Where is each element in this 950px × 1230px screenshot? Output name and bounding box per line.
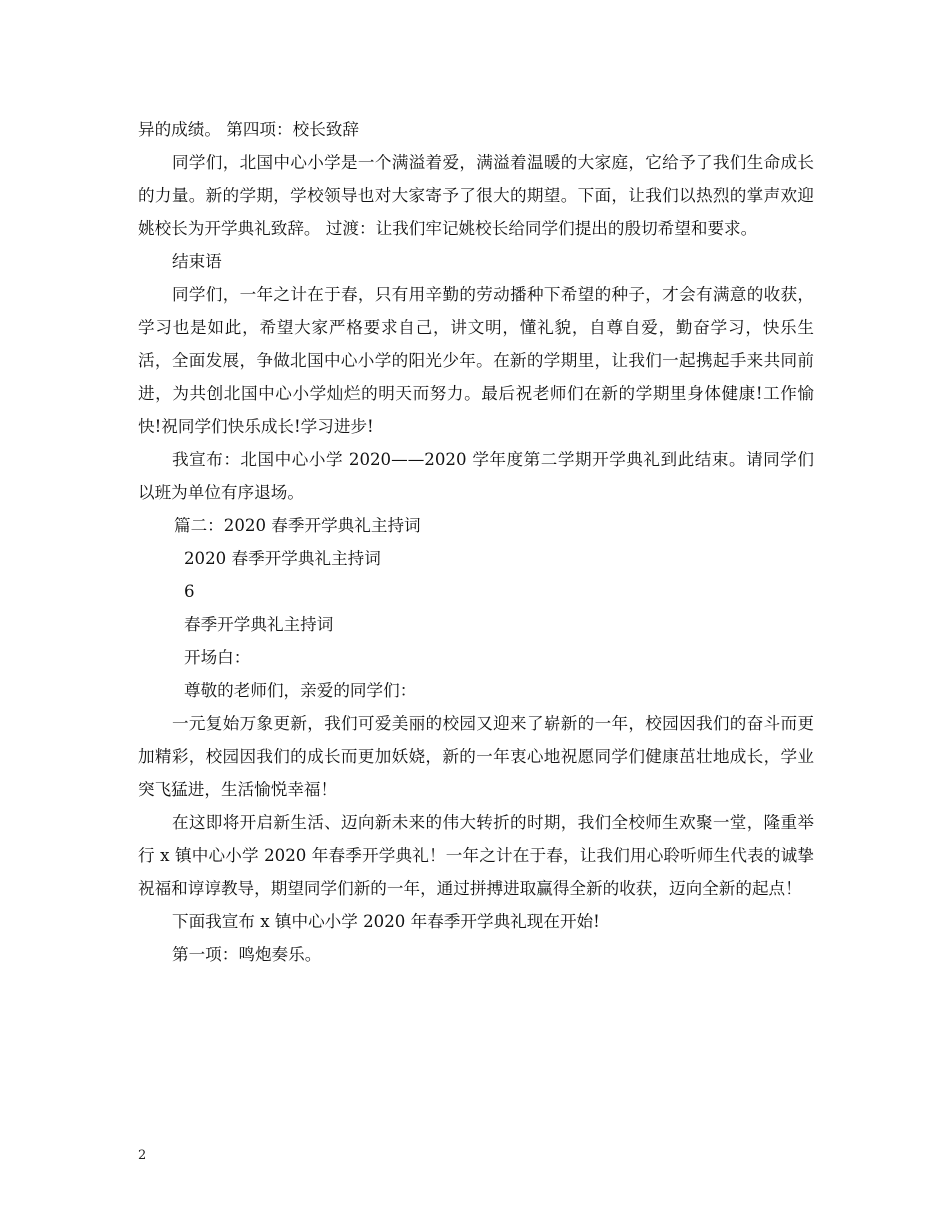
subtitle: 春季开学典礼主持词 bbox=[184, 615, 334, 634]
stray-number: 6 bbox=[184, 582, 195, 601]
paragraph-ceremony-intro: 在这即将开启新生活、迈向新未来的伟大转折的时期，我们全校师生欢聚一堂，隆重举行 x 镇中心小学 2020 年春季开学典礼！一年之计在于春，让我们用心聆听师生代表的诚挚祝福和谆谆教导，期望同学们新的一年，通过拼搏进取赢得全新的收获，迈向全新的起点！ bbox=[138, 813, 814, 898]
section-title: 篇二：2020 春季开学典礼主持词 bbox=[174, 516, 421, 535]
page-number: 2 bbox=[138, 1148, 147, 1163]
paragraph-continuation: 异的成绩。 第四项：校长致辞 bbox=[138, 120, 359, 139]
document-title: 2020 春季开学典礼主持词 bbox=[184, 549, 381, 568]
paragraph-closing-speech: 同学们，一年之计在于春，只有用辛勤的劳动播种下希望的种子，才会有满意的收获，学习也是如此，希望大家严格要求自己，讲文明，懂礼貌，自尊自爱，勤奋学习，快乐生活，全面发展，争做北国中心小学的阳光少年。在新的学期里，让我们一起携起手来共同前进，为共创北国中心小学灿烂的明天而努力。最后祝老师们在新的学期里身体健康!工作愉快!祝同学们快乐成长!学习进步! bbox=[138, 285, 814, 436]
paragraph-principal-speech: 同学们，北国中心小学是一个满溢着爱，满溢着温暖的大家庭，它给予了我们生命成长的力量。新的学期，学校领导也对大家寄予了很大的期望。下面，让我们以热烈的掌声欢迎姚校长为开学典礼致辞。 过渡：让我们牢记姚校长给同学们提出的殷切希望和要求。 bbox=[138, 153, 814, 238]
document-body bbox=[138, 113, 814, 971]
paragraph-announcement-start: 下面我宣布 x 镇中心小学 2020 年春季开学典礼现在开始! bbox=[172, 912, 600, 931]
heading-opening: 开场白： bbox=[184, 648, 251, 667]
heading-closing-remarks: 结束语 bbox=[172, 252, 222, 271]
paragraph-announcement-end: 我宣布：北国中心小学 2020——2020 学年度第二学期开学典礼到此结束。请同学们以班为单位有序退场。 bbox=[138, 450, 814, 502]
salutation: 尊敬的老师们，亲爱的同学们： bbox=[184, 681, 417, 700]
paragraph-new-year-greeting: 一元复始万象更新，我们可爱美丽的校园又迎来了崭新的一年，校园因我们的奋斗而更加精彩，校园因我们的成长而更加妖娆，新的一年衷心地祝愿同学们健康茁壮地成长，学业突飞猛进，生活愉悦幸福！ bbox=[138, 714, 814, 799]
paragraph-item-one: 第一项：鸣炮奏乐。 bbox=[172, 945, 322, 964]
